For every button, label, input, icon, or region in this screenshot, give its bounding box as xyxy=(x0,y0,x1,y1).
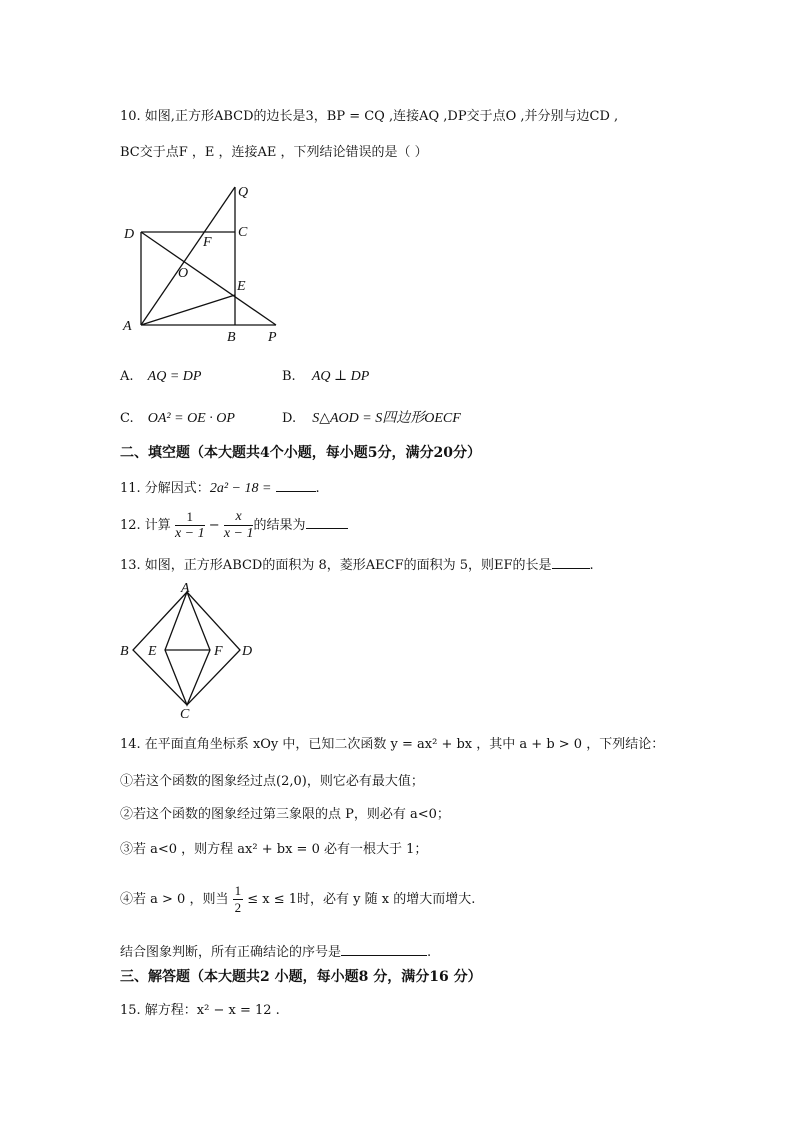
q12-frac1: $\frac{1}{x - 1}$ xyxy=(174,509,205,541)
label-D: D xyxy=(242,644,253,659)
label-P: P xyxy=(268,330,277,345)
q14-conclusion: 结合图象判断，所有正确结论的序号是 . xyxy=(120,942,431,962)
label-A: A xyxy=(123,319,132,334)
label-F: F xyxy=(214,644,223,659)
option-d-text: S△AOD = S四边形OECF xyxy=(312,411,461,426)
label-E: E xyxy=(237,279,246,294)
q12-frac2: $\frac{x}{x - 1}$ xyxy=(223,509,254,541)
option-b-text: AQ ⊥ DP xyxy=(311,369,370,384)
option-a-label: A. xyxy=(120,369,134,384)
q10-figure xyxy=(120,182,290,347)
option-d-label: D. xyxy=(282,411,297,426)
option-c-label: C. xyxy=(120,411,134,426)
q12: 12. 计算 $\frac{1}{x - 1}$ − $\frac{x}{x - 1}$ 的结果为 xyxy=(120,508,348,544)
section3-title: 三、解答题（本大题共2 小题，每小题8 分，满分16 分） xyxy=(120,969,482,985)
q14-s2: ②若这个函数的图象经过第三象限的点 P，则必有 a<0； xyxy=(120,807,450,822)
q14-stem: 14. 在平面直角坐标系 xOy 中，已知二次函数 y = ax² + bx ，其中 a + b > 0 ，下列结论： xyxy=(120,737,665,752)
label-F: F xyxy=(203,235,212,250)
label-Q: Q xyxy=(238,185,249,200)
q13-figure xyxy=(118,580,268,720)
q13-blank xyxy=(552,555,590,569)
q10-line2: BC交于点F ，E ，连接AE ，下列结论错误的是（ ） xyxy=(120,145,428,160)
label-E: E xyxy=(148,644,157,659)
label-B: B xyxy=(227,330,236,345)
label-C: C xyxy=(180,707,190,720)
line-AE xyxy=(141,295,235,325)
q14-blank xyxy=(341,942,427,956)
q13: 13. 如图，正方形ABCD的面积为 8，菱形AECF的面积为 5，则EF的长是 . xyxy=(120,555,594,575)
q14-frac: $\frac{1}{2}$ xyxy=(234,883,242,915)
label-C: C xyxy=(238,225,248,240)
label-A: A xyxy=(181,581,190,596)
option-b-label: B. xyxy=(282,369,296,384)
q14-s1: ①若这个函数的图象经过点(2,0)，则它必有最大值； xyxy=(120,774,424,789)
q11-blank xyxy=(276,478,316,492)
q14-s3: ③若 a<0 ，则方程 ax² + bx = 0 必有一根大于 1； xyxy=(120,842,428,857)
option-a-text: AQ = DP xyxy=(147,369,202,384)
label-O: O xyxy=(178,266,189,281)
q14-s4: ④若 a > 0 ，则当 $\frac{1}{2}$ ≤ x ≤ 1时，必有 y 随 x 的增大而增大. xyxy=(120,883,476,915)
q10-line1: 10. 如图,正方形ABCD的边长是3，BP = CQ ,连接AQ ,DP交于点O ,并分别与边CD , xyxy=(120,109,619,124)
label-D: D xyxy=(124,227,135,242)
q11: 11. 分解因式：2a² − 18 = . xyxy=(120,478,320,498)
option-c-text: OA² = OE · OP xyxy=(147,411,235,426)
line-AQ xyxy=(141,187,235,325)
section2-title: 二、填空题（本大题共4个小题，每小题5分，满分20分） xyxy=(120,445,481,461)
label-B: B xyxy=(120,644,129,659)
q12-blank xyxy=(306,515,348,529)
q15: 15. 解方程：x² − x = 12 . xyxy=(120,1003,280,1018)
